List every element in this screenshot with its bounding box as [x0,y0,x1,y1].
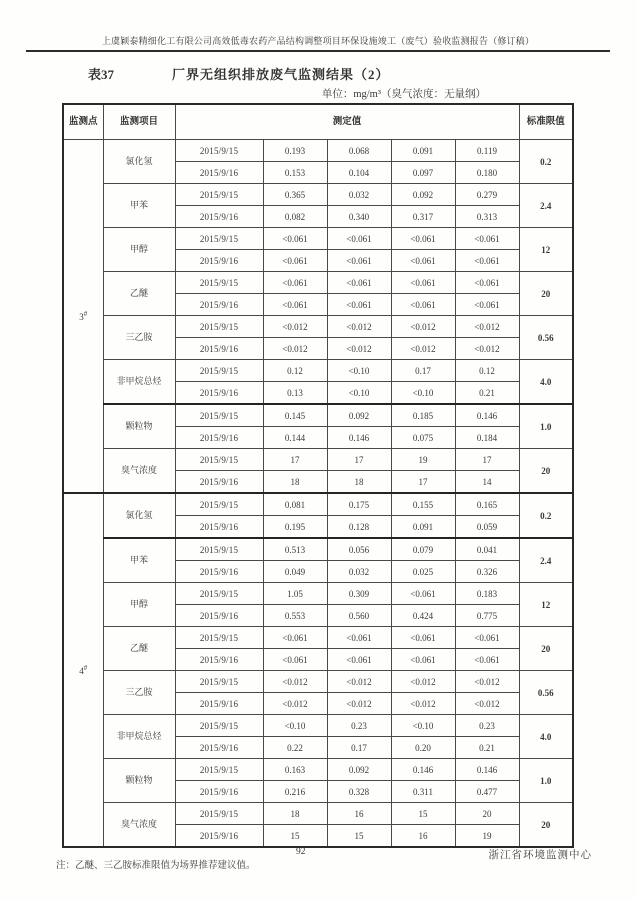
table-row [63,228,573,250]
table-row [63,671,573,693]
value-cell: 0.163 [263,759,327,781]
table-row [63,583,573,605]
value-cell: 0.145 [263,404,327,427]
point-cell: 4# [63,493,103,847]
date-cell: 2015/9/15 [175,627,263,649]
date-cell: 2015/9/15 [175,538,263,561]
table-title: 厂界无组织排放废气监测结果（2） [172,67,390,82]
item-name-cell: 甲苯 [103,538,175,583]
value-cell: 15 [391,803,455,825]
value-cell: 0.153 [263,162,327,184]
value-cell: 18 [263,803,327,825]
value-cell: 0.340 [327,206,391,228]
value-cell: <0.012 [263,693,327,715]
table-row [63,184,573,206]
value-cell: <0.061 [327,649,391,671]
value-cell: 0.097 [391,162,455,184]
value-cell: <0.061 [391,228,455,250]
item-name-cell: 甲醇 [103,583,175,627]
limit-cell: 0.56 [519,316,573,360]
value-cell: 0.092 [391,184,455,206]
value-cell: 0.180 [455,162,519,184]
value-cell: <0.012 [263,338,327,360]
header-value: 测定值 [175,104,519,140]
date-cell: 2015/9/15 [175,759,263,781]
value-cell: <0.012 [455,693,519,715]
limit-cell: 1.0 [519,404,573,449]
date-cell: 2015/9/16 [175,649,263,671]
item-name-cell: 非甲烷总烃 [103,360,175,405]
results-table-body [63,140,573,848]
date-cell: 2015/9/15 [175,316,263,338]
value-cell: <0.061 [455,294,519,316]
value-cell: <0.061 [263,294,327,316]
item-name-cell: 氯化氢 [103,140,175,184]
value-cell: 19 [391,449,455,471]
table-number: 表37 [88,67,115,82]
limit-cell: 4.0 [519,360,573,405]
value-cell: 0.21 [455,737,519,759]
table-row [63,803,573,825]
item-name-cell: 臭气浓度 [103,449,175,494]
table-row [63,449,573,471]
value-cell: 0.12 [263,360,327,382]
value-cell: 17 [391,471,455,494]
table-row [63,140,573,162]
value-cell: <0.012 [327,693,391,715]
date-cell: 2015/9/15 [175,671,263,693]
value-cell: 0.056 [327,538,391,561]
table-row [63,404,573,427]
date-cell: 2015/9/16 [175,382,263,405]
table-caption [88,64,636,83]
date-cell: 2015/9/16 [175,516,263,539]
value-cell: 0.081 [263,493,327,516]
value-cell: <0.012 [455,671,519,693]
value-cell: 0.193 [263,140,327,162]
date-cell: 2015/9/16 [175,825,263,848]
value-cell: <0.012 [391,693,455,715]
value-cell: 0.311 [391,781,455,803]
value-cell: 0.146 [455,404,519,427]
value-cell: 0.068 [327,140,391,162]
table-row [63,493,573,516]
value-cell: <0.10 [391,715,455,737]
value-cell: 1.05 [263,583,327,605]
value-cell: 14 [455,471,519,494]
date-cell: 2015/9/16 [175,338,263,360]
value-cell: <0.061 [455,627,519,649]
date-cell: 2015/9/16 [175,206,263,228]
value-cell: <0.061 [327,228,391,250]
limit-cell: 20 [519,803,573,848]
date-cell: 2015/9/15 [175,140,263,162]
date-cell: 2015/9/16 [175,561,263,583]
value-cell: <0.061 [263,627,327,649]
value-cell: 19 [455,825,519,848]
value-cell: <0.061 [327,272,391,294]
item-name-cell: 颗粒物 [103,759,175,803]
value-cell: 15 [263,825,327,848]
value-cell: 0.775 [455,605,519,627]
table-row [63,360,573,382]
value-cell: 0.20 [391,737,455,759]
value-cell: <0.061 [391,627,455,649]
date-cell: 2015/9/15 [175,184,263,206]
value-cell: 0.175 [327,493,391,516]
limit-cell: 0.2 [519,493,573,538]
page-header-line: 上虞颖泰精细化工有限公司高效低毒农药产品结构调整项目环保设施竣工（废气）验收监测报告（修订稿） [26,34,610,52]
value-cell: 0.477 [455,781,519,803]
limit-cell: 12 [519,228,573,272]
value-cell: 0.032 [327,561,391,583]
value-cell: 15 [327,825,391,848]
value-cell: 0.091 [391,516,455,539]
item-name-cell: 三乙胺 [103,671,175,715]
limit-cell: 0.56 [519,671,573,715]
value-cell: 0.049 [263,561,327,583]
date-cell: 2015/9/15 [175,228,263,250]
date-cell: 2015/9/15 [175,360,263,382]
date-cell: 2015/9/15 [175,449,263,471]
value-cell: 0.13 [263,382,327,405]
value-cell: 0.17 [327,737,391,759]
header-point: 监测点 [63,104,103,140]
value-cell: <0.061 [327,294,391,316]
value-cell: <0.061 [391,649,455,671]
value-cell: 0.560 [327,605,391,627]
value-cell: <0.012 [263,316,327,338]
value-cell: 0.185 [391,404,455,427]
limit-cell: 1.0 [519,759,573,803]
value-cell: 0.146 [391,759,455,781]
value-cell: 0.146 [455,759,519,781]
value-cell: <0.012 [391,338,455,360]
date-cell: 2015/9/16 [175,471,263,494]
table-row [63,627,573,649]
value-cell: 0.041 [455,538,519,561]
date-cell: 2015/9/16 [175,737,263,759]
item-name-cell: 颗粒物 [103,404,175,449]
value-cell: <0.012 [327,338,391,360]
results-table [62,103,574,848]
value-cell: 17 [455,449,519,471]
value-cell: <0.012 [263,671,327,693]
value-cell: 0.317 [391,206,455,228]
table-row [63,759,573,781]
value-cell: 0.424 [391,605,455,627]
date-cell: 2015/9/16 [175,162,263,184]
date-cell: 2015/9/16 [175,294,263,316]
value-cell: 0.23 [455,715,519,737]
value-cell: <0.061 [391,272,455,294]
value-cell: 20 [455,803,519,825]
value-cell: <0.061 [263,649,327,671]
value-cell: 0.184 [455,427,519,449]
table-row [63,272,573,294]
item-name-cell: 乙醚 [103,627,175,671]
value-cell: 0.091 [391,140,455,162]
value-cell: 0.326 [455,561,519,583]
date-cell: 2015/9/15 [175,803,263,825]
value-cell: 0.165 [455,493,519,516]
value-cell: <0.10 [327,360,391,382]
item-name-cell: 甲苯 [103,184,175,228]
value-cell: 0.146 [327,427,391,449]
limit-cell: 2.4 [519,184,573,228]
date-cell: 2015/9/16 [175,781,263,803]
value-cell: <0.012 [327,671,391,693]
value-cell: 0.092 [327,759,391,781]
table-header-row [63,104,573,140]
table-row [63,316,573,338]
value-cell: 0.328 [327,781,391,803]
date-cell: 2015/9/15 [175,404,263,427]
date-cell: 2015/9/15 [175,715,263,737]
date-cell: 2015/9/15 [175,493,263,516]
value-cell: 0.313 [455,206,519,228]
unit-label: 单位：mg/m³（臭气浓度：无量纲） [321,89,486,100]
header-limit: 标准限值 [519,104,573,140]
value-cell: 0.155 [391,493,455,516]
limit-cell: 4.0 [519,715,573,759]
value-cell: <0.10 [263,715,327,737]
value-cell: 0.21 [455,382,519,405]
footnote: 注：乙醚、三乙胺标准限值为场界推荐建议值。 [56,861,256,871]
point-cell: 3# [63,140,103,494]
value-cell: <0.061 [391,583,455,605]
value-cell: 0.119 [455,140,519,162]
value-cell: <0.061 [327,627,391,649]
value-cell: 18 [263,471,327,494]
date-cell: 2015/9/16 [175,605,263,627]
item-name-cell: 甲醇 [103,228,175,272]
value-cell: 0.104 [327,162,391,184]
table-row [63,538,573,561]
value-cell: <0.012 [455,338,519,360]
limit-cell: 20 [519,627,573,671]
value-cell: <0.061 [455,272,519,294]
value-cell: 0.513 [263,538,327,561]
limit-cell: 0.2 [519,140,573,184]
value-cell: 0.092 [327,404,391,427]
value-cell: 0.216 [263,781,327,803]
value-cell: 0.279 [455,184,519,206]
value-cell: 17 [327,449,391,471]
value-cell: 0.17 [391,360,455,382]
value-cell: 0.22 [263,737,327,759]
header-item: 监测项目 [103,104,175,140]
value-cell: 0.075 [391,427,455,449]
value-cell: 0.12 [455,360,519,382]
value-cell: <0.061 [263,272,327,294]
value-cell: 0.553 [263,605,327,627]
value-cell: 0.025 [391,561,455,583]
value-cell: <0.061 [455,228,519,250]
limit-cell: 12 [519,583,573,627]
footer-org: 浙江省环境监测中心 [488,850,592,861]
value-cell: 17 [263,449,327,471]
item-name-cell: 三乙胺 [103,316,175,360]
value-cell: <0.061 [263,228,327,250]
item-name-cell: 氯化氢 [103,493,175,538]
value-cell: <0.10 [391,382,455,405]
value-cell: 0.309 [327,583,391,605]
value-cell: <0.012 [391,671,455,693]
date-cell: 2015/9/16 [175,427,263,449]
item-name-cell: 臭气浓度 [103,803,175,848]
value-cell: 0.128 [327,516,391,539]
value-cell: 0.082 [263,206,327,228]
value-cell: <0.061 [263,250,327,272]
value-cell: 18 [327,471,391,494]
item-name-cell: 乙醚 [103,272,175,316]
page-number: 92 [296,847,306,857]
value-cell: <0.061 [455,250,519,272]
date-cell: 2015/9/16 [175,250,263,272]
value-cell: 0.183 [455,583,519,605]
value-cell: <0.012 [327,316,391,338]
limit-cell: 20 [519,449,573,494]
value-cell: <0.061 [391,294,455,316]
value-cell: 16 [391,825,455,848]
value-cell: 0.144 [263,427,327,449]
value-cell: 0.059 [455,516,519,539]
value-cell: <0.012 [455,316,519,338]
date-cell: 2015/9/16 [175,693,263,715]
value-cell: 16 [327,803,391,825]
value-cell: 0.365 [263,184,327,206]
value-cell: <0.012 [391,316,455,338]
value-cell: <0.061 [455,649,519,671]
table-row [63,715,573,737]
value-cell: <0.061 [327,250,391,272]
value-cell: <0.10 [327,382,391,405]
value-cell: <0.061 [391,250,455,272]
value-cell: 0.079 [391,538,455,561]
item-name-cell: 非甲烷总烃 [103,715,175,759]
value-cell: 0.195 [263,516,327,539]
value-cell: 0.032 [327,184,391,206]
date-cell: 2015/9/15 [175,583,263,605]
limit-cell: 20 [519,272,573,316]
value-cell: 0.23 [327,715,391,737]
limit-cell: 2.4 [519,538,573,583]
date-cell: 2015/9/15 [175,272,263,294]
